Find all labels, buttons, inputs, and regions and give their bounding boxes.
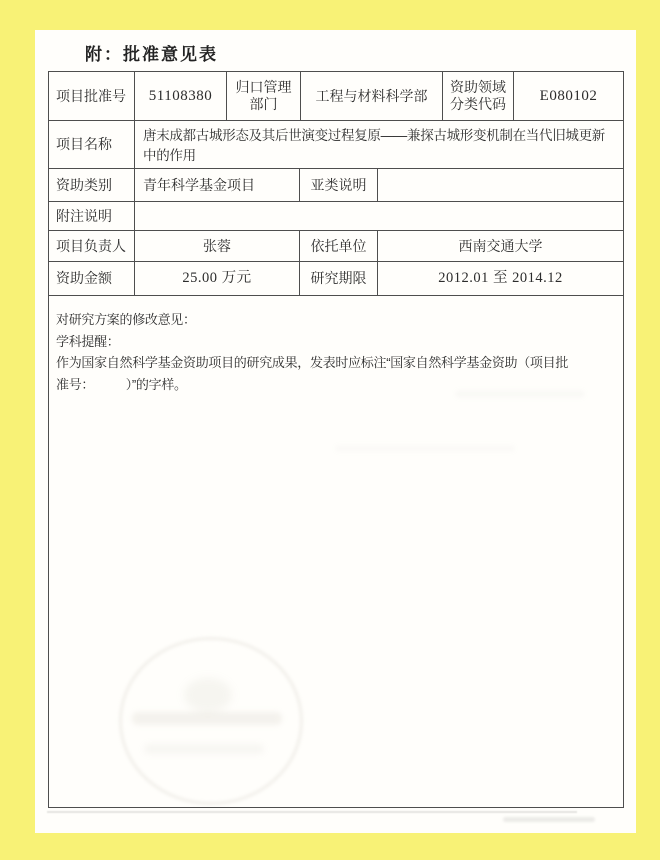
field-value-pi: 张蓉 [135, 231, 300, 261]
seal-smudge [184, 678, 232, 712]
table-row-approval [49, 72, 623, 121]
scan-smear [47, 811, 577, 813]
scan-noise [455, 390, 585, 398]
revision-notes-heading: 对研究方案的修改意见： [56, 312, 196, 327]
table-row-amount [49, 262, 623, 296]
page-title: 附：批准意见表 [85, 45, 218, 64]
revision-notes-line-2: 作为国家自然科学基金资助项目的研究成果，发表时应标注“国家自然科学基金资助（项目批 [56, 355, 569, 370]
seal-smudge [132, 712, 282, 725]
scan-smear [503, 817, 595, 822]
ghost-seal-mark [119, 637, 303, 805]
field-label-dept: 归口管理部门 [227, 72, 301, 120]
field-value-institution: 西南交通大学 [458, 237, 543, 254]
field-label-period: 研究期限 [300, 262, 378, 295]
seal-smudge [144, 744, 264, 754]
table-row-note [49, 202, 623, 231]
field-label-project-name: 项目名称 [49, 121, 135, 168]
field-value-note [135, 202, 623, 230]
field-label-institution: 依托单位 [300, 231, 378, 261]
field-value-subtype [378, 169, 623, 201]
scan-noise [335, 445, 515, 452]
revision-notes-line-1: 学科提醒： [56, 333, 120, 349]
field-label-funding-type: 资助类别 [49, 169, 135, 201]
field-label-amount: 资助金额 [49, 262, 135, 295]
table-row-funding-type [49, 169, 623, 202]
field-label-approval-no: 项目批准号 [49, 72, 135, 120]
field-value-field-code: E080102 [539, 87, 598, 104]
field-value-dept: 工程与材料科学部 [301, 72, 443, 120]
document-page [35, 30, 636, 833]
table-row-pi [49, 231, 623, 262]
field-label-subtype: 亚类说明 [300, 169, 378, 201]
revision-notes-line-3: 准号： ）”的字样。 [56, 376, 187, 392]
field-label-note: 附注说明 [49, 202, 135, 230]
field-value-project-name: 唐末成都古城形态及其后世演变过程复原——兼探古城形变机制在当代旧城更新中的作用 [143, 128, 605, 163]
field-label-field-code: 资助领域分类代码 [443, 72, 514, 120]
table-row-project-name [49, 121, 623, 169]
field-value-amount: 25.00 万元 [135, 262, 300, 295]
field-value-period: 2012.01 至 2014.12 [438, 270, 563, 286]
field-value-funding-type: 青年科学基金项目 [135, 169, 300, 201]
field-value-approval-no: 51108380 [135, 72, 227, 120]
field-label-pi: 项目负责人 [49, 231, 135, 261]
